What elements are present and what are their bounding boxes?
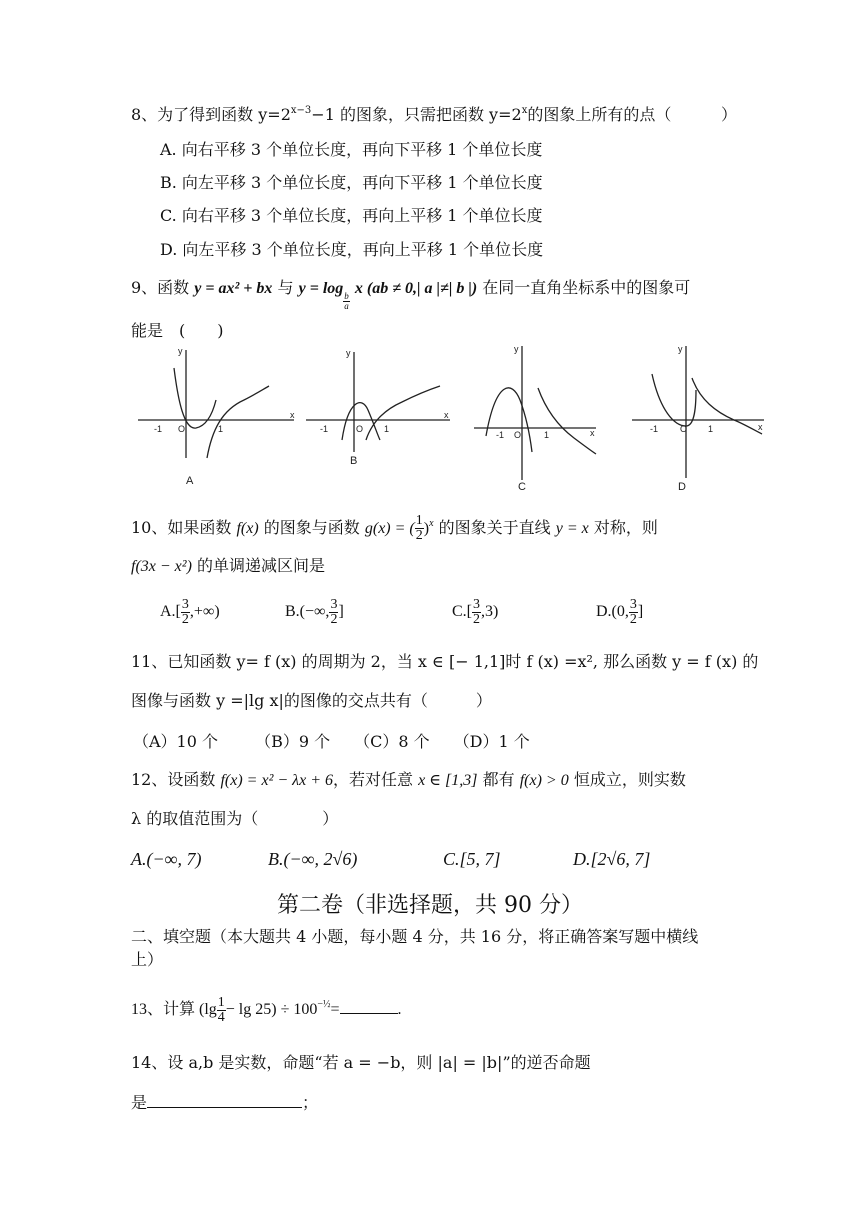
graph-c-y-label: y bbox=[514, 344, 519, 354]
graph-b-parabola bbox=[342, 403, 380, 440]
q12-stem: 12、设函数 f(x) = x² − λx + 6，若对任意 x ∈ [1,3] 都有 f(x) > 0 恒成立，则实数 bbox=[131, 770, 686, 789]
section2-instructions-line2: 上） bbox=[131, 950, 164, 969]
section2-instructions: 二、填空题（本大题共 4 小题，每小题 4 分，共 16 分，将正确答案写题中横线 bbox=[131, 927, 699, 946]
graph-d-origin: O bbox=[680, 424, 688, 434]
q10-option-a: A.[ $\frac{3}{2}$ ,+∞) bbox=[160, 597, 220, 627]
graph-b-label: B bbox=[350, 455, 358, 467]
graph-a-log-curve bbox=[207, 386, 269, 458]
graph-d-parabola bbox=[652, 374, 696, 426]
graph-c-log-curve bbox=[538, 388, 596, 454]
q13-answer-blank[interactable] bbox=[340, 1013, 398, 1014]
q8-option-c: C. 向右平移 3 个单位长度，再向上平移 1 个单位长度 bbox=[160, 206, 543, 225]
q13-stem: 13、计算 (lg $\frac{1}{4}$ − $\lg 25) \div 100^{-\frac{1}{2}}=$ . bbox=[131, 995, 402, 1025]
q9-stem-line2: 能是 ( ) bbox=[131, 321, 224, 340]
q10-option-c: C.[ $\frac{3}{2}$ ,3) bbox=[452, 597, 499, 627]
q10-stem: 10、如果函数 f(x) 的图象与函数 g(x) = ( $\frac{1}{2}$ )$^x$ 的图象关于直线 y = x 对称，则 bbox=[131, 513, 658, 543]
q11-stem: 11、已知函数 y= f (x) 的周期为 2，当 x ∈ [− 1,1]时 f (x) =x², 那么函数 y = f (x) 的 bbox=[131, 652, 759, 671]
graph-c-parabola bbox=[486, 388, 532, 452]
q12-stem-line2: λ 的取值范围为（ ） bbox=[131, 809, 339, 828]
graph-a-x-label: x bbox=[290, 410, 295, 420]
graph-a-origin: O bbox=[178, 424, 186, 434]
graph-b-x-label: x bbox=[444, 410, 449, 420]
graph-d-x-label: x bbox=[758, 422, 763, 432]
q8-stem: 8、为了得到函数 $y=2^{x-3}-1$ 的图象，只需把函数 $y=2^x$的图象上所有的点（ bbox=[131, 105, 672, 124]
graph-a-label: A bbox=[186, 475, 194, 487]
graph-a-tick-neg: -1 bbox=[154, 424, 163, 434]
q14-stem-line2: 是 ； bbox=[131, 1093, 319, 1112]
graph-d-log-curve bbox=[692, 378, 762, 434]
q8-paren-close: ） bbox=[721, 105, 738, 124]
graph-b-tick-pos: 1 bbox=[384, 424, 390, 434]
graph-b-origin: O bbox=[356, 424, 364, 434]
q12-option-d: D.[2√6, 7] bbox=[573, 849, 651, 869]
q11-stem-line2: 图像与函数 y =|lg x|的图像的交点共有（ ） bbox=[131, 691, 492, 710]
graph-d-tick-neg: -1 bbox=[650, 424, 659, 434]
graph-d-label: D bbox=[678, 481, 686, 493]
q14-answer-blank[interactable] bbox=[147, 1107, 302, 1108]
graph-d-y-label: y bbox=[678, 344, 683, 354]
section2-title: 第二卷（非选择题，共 90 分） bbox=[277, 893, 583, 918]
graph-d-tick-pos: 1 bbox=[708, 424, 714, 434]
graph-a-tick-pos: 1 bbox=[218, 424, 224, 434]
graph-a-parabola bbox=[174, 368, 216, 428]
q10-option-d: D.(0, $\frac{3}{2}$ ] bbox=[596, 597, 644, 627]
graph-c-x-label: x bbox=[590, 428, 595, 438]
graph-b-y-label: y bbox=[346, 348, 351, 358]
q10-option-b: B.(−∞, $\frac{3}{2}$ ] bbox=[285, 597, 344, 627]
q12-option-c: C.[5, 7] bbox=[443, 849, 501, 869]
graph-c-tick-pos: 1 bbox=[544, 430, 550, 440]
q11-options: （A）10 个 （B）9 个 （C）8 个 （D）1 个 bbox=[133, 732, 530, 751]
graph-c-tick-neg: -1 bbox=[496, 430, 505, 440]
q8-option-d: D. 向左平移 3 个单位长度，再向上平移 1 个单位长度 bbox=[160, 240, 544, 259]
q14-stem: 14、设 a,b 是实数，命题“若 a = −b，则 |a| = |b|”的逆否命题 bbox=[131, 1053, 591, 1072]
q9-stem: 9、函数 y = ax² + bx 与 y = log $\frac{b}{a}$ x (ab ≠ 0,| a |≠| b |) 在同一直角坐标系中的图象可 bbox=[131, 278, 691, 311]
q8-option-a: A. 向右平移 3 个单位长度，再向下平移 1 个单位长度 bbox=[160, 140, 543, 159]
q9-graphs bbox=[134, 340, 774, 500]
q10-stem-line2: f(3x − x²) 的单调递减区间是 bbox=[131, 556, 326, 575]
q12-option-b: B.(−∞, 2√6) bbox=[268, 849, 358, 869]
q12-option-a: A.(−∞, 7) bbox=[131, 849, 202, 869]
q8-option-b: B. 向左平移 3 个单位长度，再向下平移 1 个单位长度 bbox=[160, 173, 543, 192]
graph-c-origin: O bbox=[514, 430, 522, 440]
graph-b-tick-neg: -1 bbox=[320, 424, 329, 434]
graph-c-label: C bbox=[518, 481, 526, 493]
graph-a-y-label: y bbox=[178, 346, 183, 356]
